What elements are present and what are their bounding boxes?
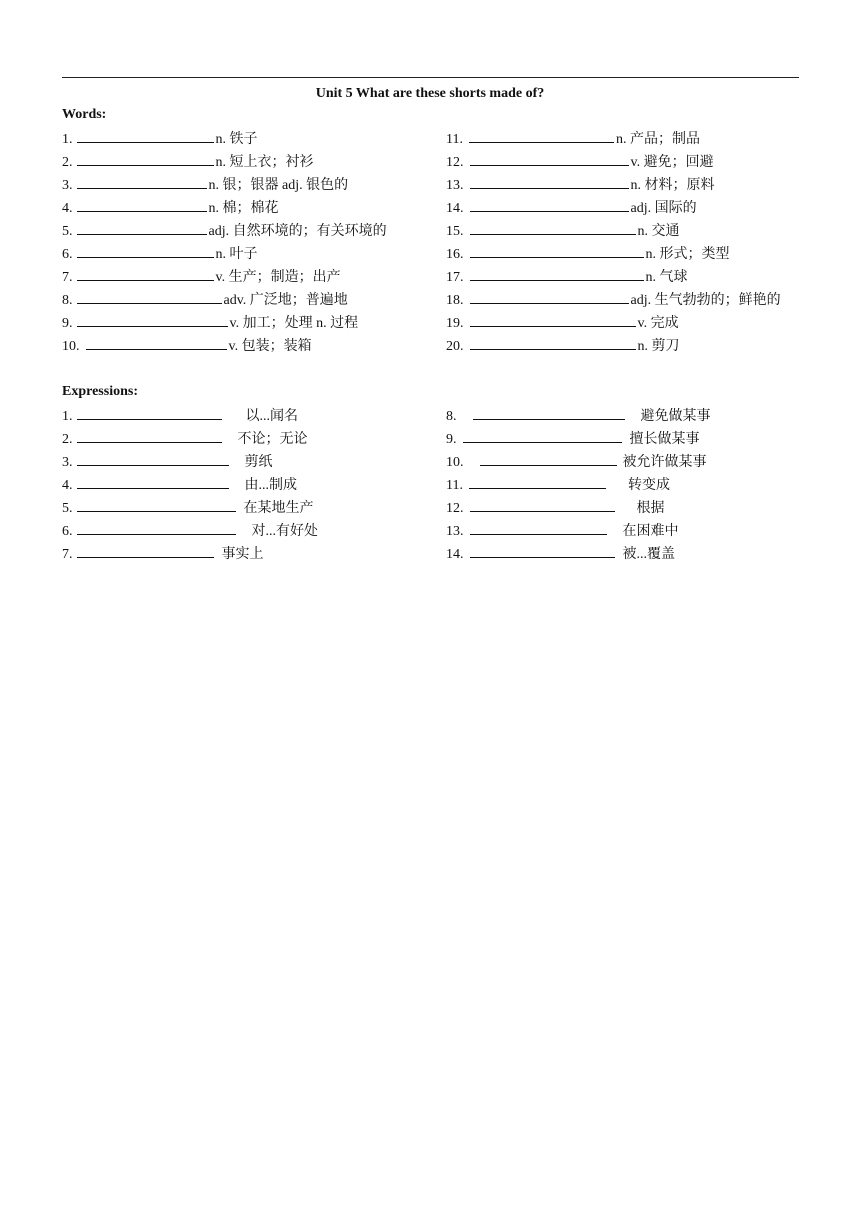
expressions-label: Expressions:: [62, 384, 138, 399]
answer-blank[interactable]: [470, 520, 607, 535]
expression-item: 13. 在困难中: [446, 520, 679, 540]
answer-blank[interactable]: [77, 289, 222, 304]
word-item: 11. n. 产品；制品: [446, 128, 700, 148]
answer-blank[interactable]: [86, 335, 227, 350]
expression-item: 8. 避免做某事: [446, 405, 711, 425]
answer-blank[interactable]: [469, 474, 606, 489]
answer-blank[interactable]: [77, 220, 207, 235]
answer-blank[interactable]: [470, 151, 629, 166]
expression-item: 1. 以...闻名: [62, 405, 298, 425]
word-item: 18. adj. 生气勃勃的；鲜艳的: [446, 289, 781, 309]
answer-blank[interactable]: [77, 312, 228, 327]
answer-blank[interactable]: [77, 151, 214, 166]
words-label: Words:: [62, 107, 107, 122]
word-item: 5. adj. 自然环境的；有关环境的: [62, 220, 387, 240]
answer-blank[interactable]: [470, 243, 644, 258]
answer-blank[interactable]: [77, 543, 214, 558]
word-item: 17. n. 气球: [446, 266, 688, 286]
answer-blank[interactable]: [77, 520, 236, 535]
answer-blank[interactable]: [77, 197, 207, 212]
word-item: 4. n. 棉；棉花: [62, 197, 279, 217]
word-item: 16. n. 形式；类型: [446, 243, 730, 263]
expression-item: 7. 事实上: [62, 543, 264, 563]
answer-blank[interactable]: [463, 428, 622, 443]
word-item: 1. n. 铁子: [62, 128, 258, 148]
expression-item: 9. 擅长做某事: [446, 428, 700, 448]
answer-blank[interactable]: [470, 197, 629, 212]
expression-item: 6. 对...有好处: [62, 520, 318, 540]
answer-blank[interactable]: [470, 289, 629, 304]
answer-blank[interactable]: [77, 174, 207, 189]
answer-blank[interactable]: [77, 428, 222, 443]
answer-blank[interactable]: [470, 312, 636, 327]
word-item: 14. adj. 国际的: [446, 197, 697, 217]
word-item: 6. n. 叶子: [62, 243, 258, 263]
answer-blank[interactable]: [77, 266, 214, 281]
page-title: Unit 5 What are these shorts made of?: [315, 86, 545, 101]
answer-blank[interactable]: [469, 128, 614, 143]
answer-blank[interactable]: [470, 543, 615, 558]
expression-item: 2. 不论；无论: [62, 428, 308, 448]
answer-blank[interactable]: [470, 174, 629, 189]
answer-blank[interactable]: [77, 497, 236, 512]
answer-blank[interactable]: [77, 243, 214, 258]
expression-item: 11. 转变成: [446, 474, 670, 494]
expression-item: 3. 剪纸: [62, 451, 273, 471]
answer-blank[interactable]: [77, 474, 229, 489]
expression-item: 4. 由...制成: [62, 474, 297, 494]
expression-item: 14. 被...覆盖: [446, 543, 675, 563]
word-item: 9. v. 加工；处理 n. 过程: [62, 312, 358, 332]
answer-blank[interactable]: [470, 220, 636, 235]
word-item: 13. n. 材料；原料: [446, 174, 715, 194]
expression-item: 10. 被允许做某事: [446, 451, 707, 471]
word-item: 10. v. 包装；装箱: [62, 335, 312, 355]
expression-item: 5. 在某地生产: [62, 497, 314, 517]
answer-blank[interactable]: [480, 451, 617, 466]
word-item: 19. v. 完成: [446, 312, 679, 332]
answer-blank[interactable]: [77, 128, 214, 143]
word-item: 3. n. 银；银器 adj. 银色的: [62, 174, 348, 194]
answer-blank[interactable]: [77, 451, 229, 466]
answer-blank[interactable]: [77, 405, 222, 420]
word-item: 15. n. 交通: [446, 220, 680, 240]
answer-blank[interactable]: [470, 266, 644, 281]
word-item: 20. n. 剪刀: [446, 335, 680, 355]
word-item: 2. n. 短上衣；衬衫: [62, 151, 314, 171]
word-item: 7. v. 生产；制造；出产: [62, 266, 341, 286]
answer-blank[interactable]: [470, 335, 636, 350]
word-item: 12. v. 避免；回避: [446, 151, 714, 171]
word-item: 8. adv. 广泛地；普遍地: [62, 289, 348, 309]
expression-item: 12. 根据: [446, 497, 665, 517]
answer-blank[interactable]: [473, 405, 625, 420]
answer-blank[interactable]: [470, 497, 615, 512]
top-rule: [62, 77, 799, 78]
